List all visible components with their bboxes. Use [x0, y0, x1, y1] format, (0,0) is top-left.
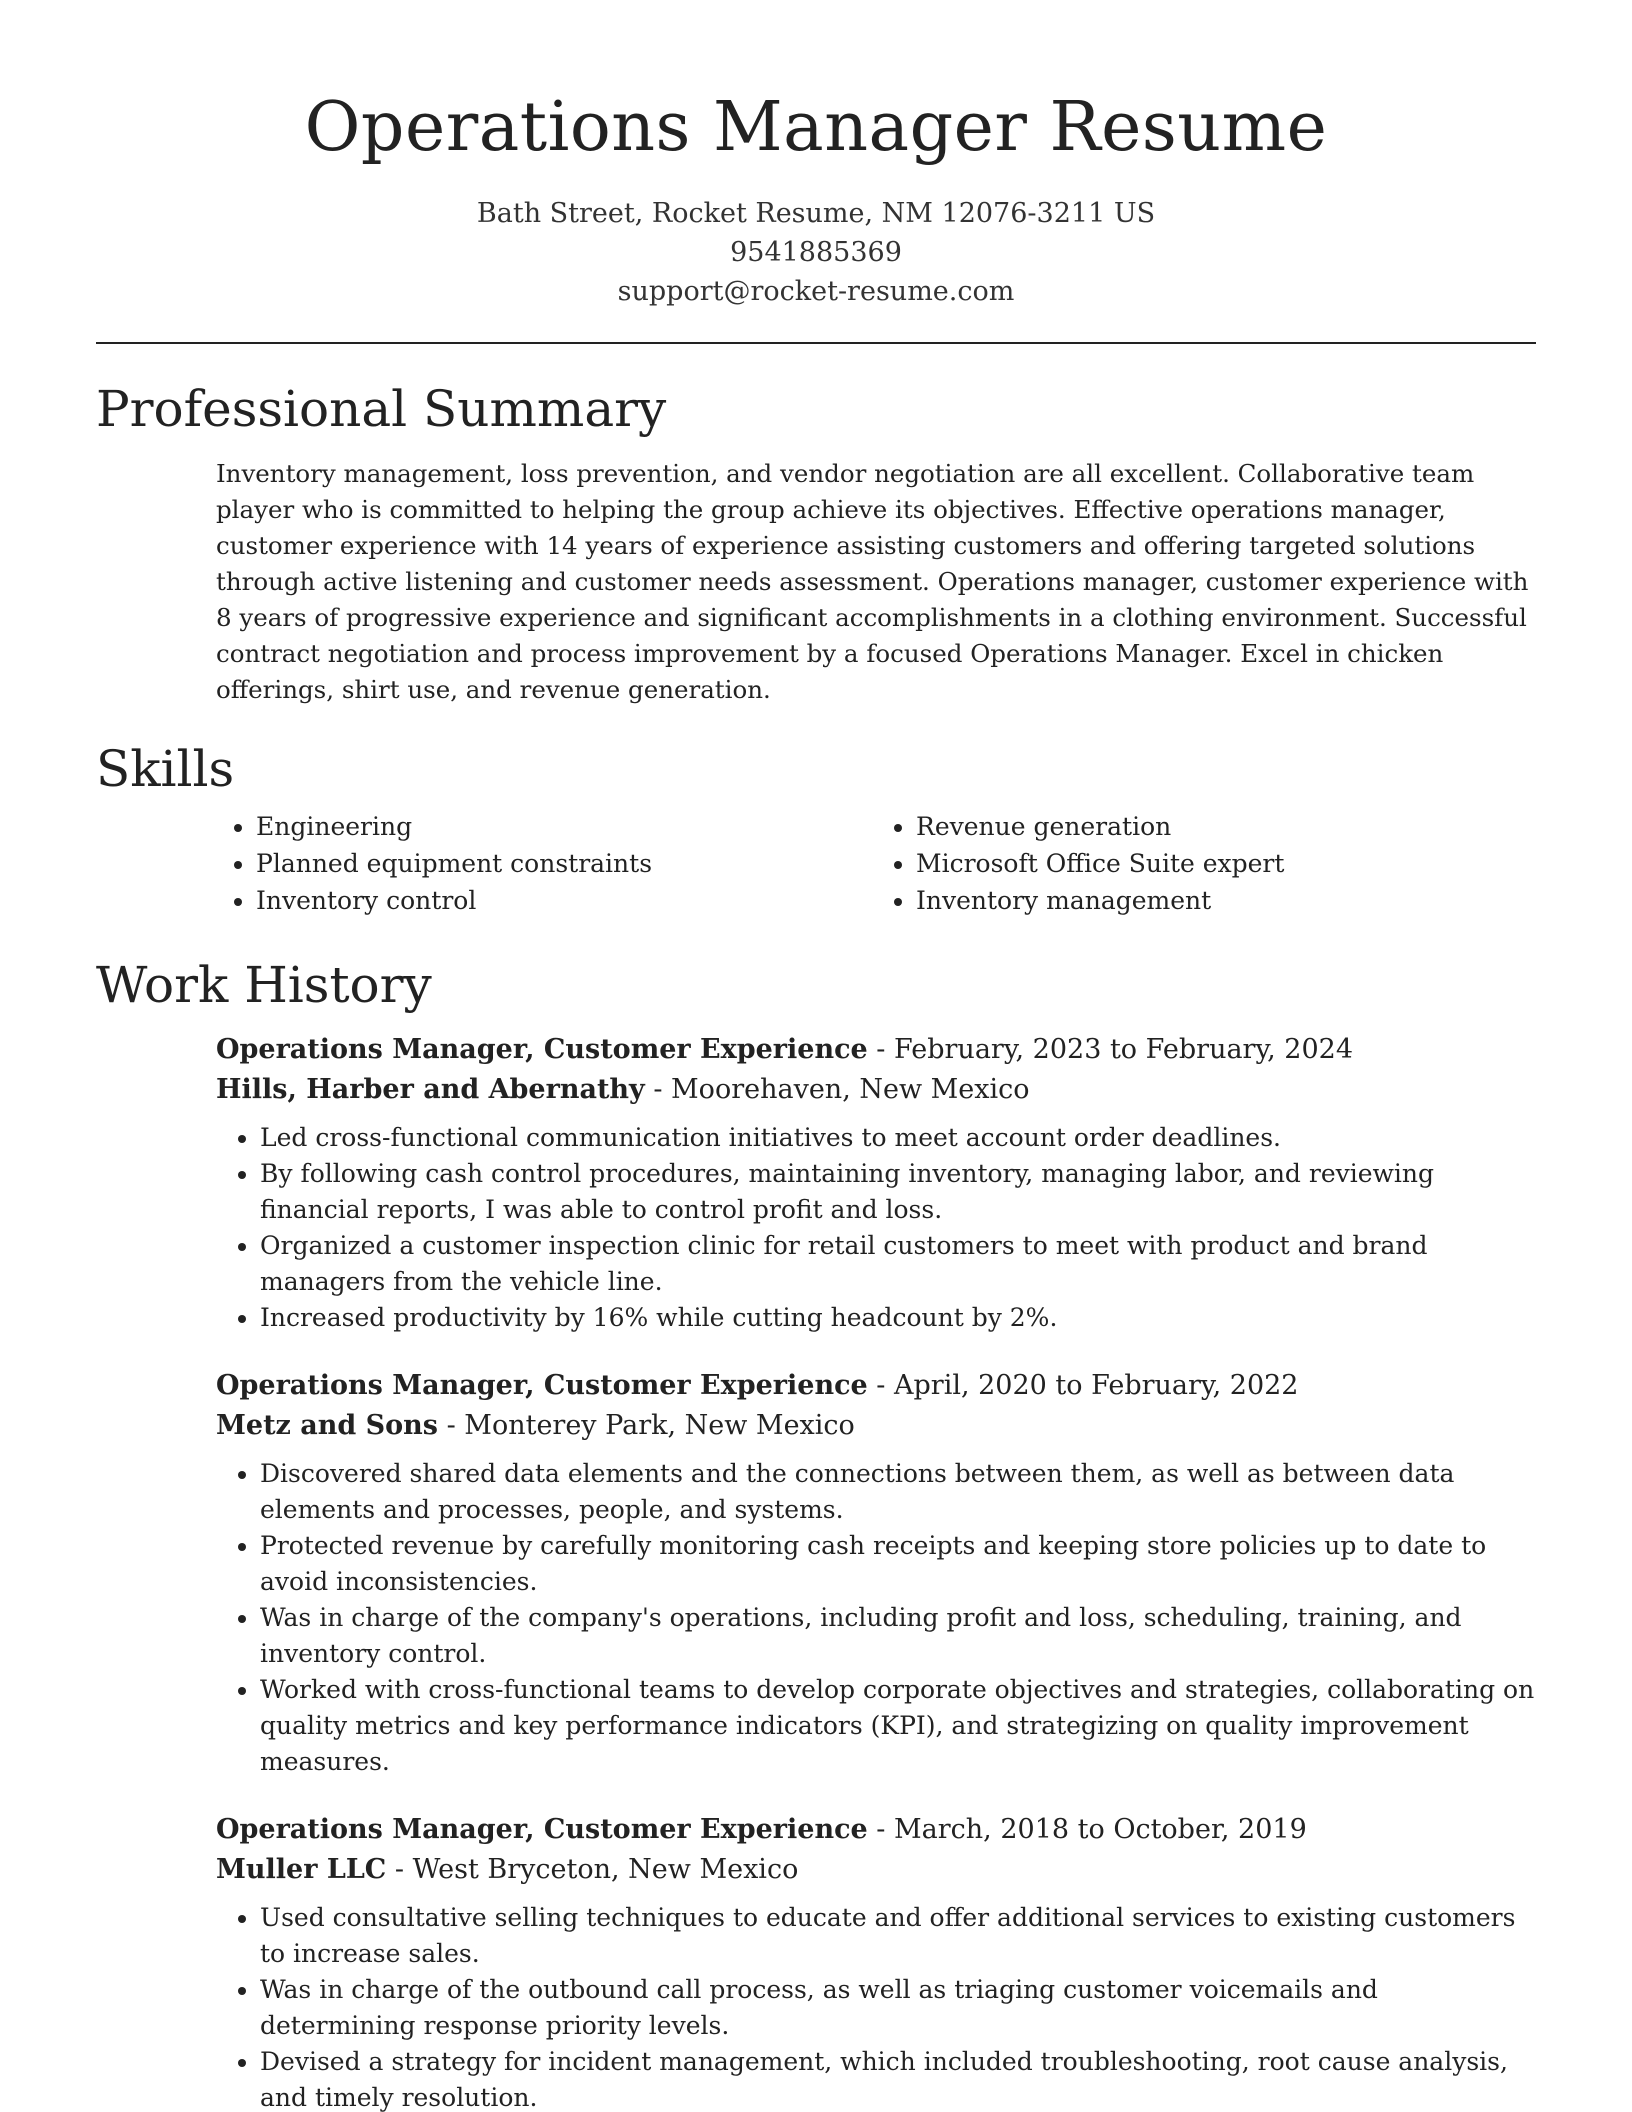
job-bullets [216, 1456, 1536, 1780]
work-section [96, 954, 1536, 2112]
job-title-line [216, 1810, 1536, 1850]
skills-list-left [216, 808, 876, 919]
job-bullet: • Was in charge of the outbound call process, as well as triaging customer voicemails and determining response priority levels. [260, 1972, 1536, 2044]
job-bullet: • Increased productivity by 16% while cutting headcount by 2%. [260, 1300, 1536, 1336]
job-title: Operations Manager, Customer Experience [216, 1034, 868, 1065]
work-heading: Work History [96, 956, 432, 1014]
summary-heading: Professional Summary [96, 380, 667, 438]
skills-section [96, 738, 1536, 919]
job-company: Metz and Sons [216, 1410, 439, 1441]
job-company: Muller LLC [216, 1854, 387, 1885]
job-bullet: • Led cross-functional communication initiatives to meet account order deadlines. [260, 1120, 1536, 1156]
contact-phone: 9541885369 [730, 237, 902, 268]
job-location: - Moorehaven, New Mexico [644, 1074, 1030, 1105]
job-bullet: • Discovered shared data elements and the connections between them, as well as between data elements and processes, people, and systems. [260, 1456, 1536, 1528]
job-location: - West Bryceton, New Mexico [386, 1854, 799, 1885]
job-company-line [216, 1070, 1536, 1110]
job-company-line [216, 1406, 1536, 1446]
job-title-line [216, 1366, 1536, 1406]
job-bullet: • By following cash control procedures, maintaining inventory, managing labor, and reviewing financial reports, I was able to control profit and loss. [260, 1156, 1536, 1228]
skills-grid [216, 808, 1536, 919]
skill-item: • Inventory control [256, 882, 876, 919]
job-location: - Monterey Park, New Mexico [438, 1410, 855, 1441]
job-company-line [216, 1850, 1536, 1890]
skill-item: • Engineering [256, 808, 876, 845]
job-title: Operations Manager, Customer Experience [216, 1370, 868, 1401]
skills-list-right [876, 808, 1536, 919]
job-bullet: • Used consultative selling techniques to educate and offer additional services to existing customers to increase sales. [260, 1900, 1536, 1972]
job-bullet: • Worked with cross-functional teams to develop corporate objectives and strategies, collaborating on quality metrics and key performance indicators (KPI), and strategizing on quality improvement measures. [260, 1672, 1536, 1780]
job-bullet: • Was in charge of the company's operations, including profit and loss, scheduling, training, and inventory control. [260, 1600, 1536, 1672]
contact-block [0, 194, 1632, 311]
job-dates: - April, 2020 to February, 2022 [867, 1370, 1299, 1401]
contact-address: Bath Street, Rocket Resume, NM 12076-3211 US [476, 198, 1156, 229]
job-bullet: • Protected revenue by carefully monitoring cash receipts and keeping store policies up to date to avoid inconsistencies. [260, 1528, 1536, 1600]
summary-text: Inventory management, loss prevention, and vendor negotiation are all excellent. Collaborative team player who is committed to helping the group achieve its objectives. Effective operations manager, customer experience with 14 years of experience assisting customers and offering targeted solutions through active listening and customer needs assessment. Operations manager, customer experience with 8 years of progressive experience and significant accomplishments in a clothing environment. Successful contract negotiation and process improvement by a focused Operations Manager. Excel in chicken offerings, shirt use, and revenue generation. [216, 459, 1529, 704]
job-bullet: • Organized a customer inspection clinic for retail customers to meet with product and brand managers from the vehicle line. [260, 1228, 1536, 1300]
job-bullets [216, 1120, 1536, 1336]
contact-email: support@rocket-resume.com [617, 276, 1015, 307]
resume-header [0, 0, 1632, 311]
job-dates: - February, 2023 to February, 2024 [867, 1034, 1354, 1065]
skills-heading: Skills [96, 740, 235, 798]
job-company: Hills, Harber and Abernathy [216, 1074, 645, 1105]
skill-item: • Planned equipment constraints [256, 845, 876, 882]
job-entry [216, 1030, 1536, 1336]
job-entry [216, 1810, 1536, 2112]
job-title: Operations Manager, Customer Experience [216, 1814, 868, 1845]
summary-section [96, 378, 1536, 708]
page-title: Operations Manager Resume [304, 88, 1328, 167]
job-dates: - March, 2018 to October, 2019 [867, 1814, 1307, 1845]
skill-item: • Revenue generation [916, 808, 1536, 845]
job-bullet: • Devised a strategy for incident management, which included troubleshooting, root cause analysis, and timely resolution. [260, 2044, 1536, 2112]
skill-item: • Inventory management [916, 882, 1536, 919]
job-bullets [216, 1900, 1536, 2112]
job-entry [216, 1366, 1536, 1780]
skill-item: • Microsoft Office Suite expert [916, 845, 1536, 882]
job-title-line [216, 1030, 1536, 1070]
header-divider [96, 342, 1536, 344]
